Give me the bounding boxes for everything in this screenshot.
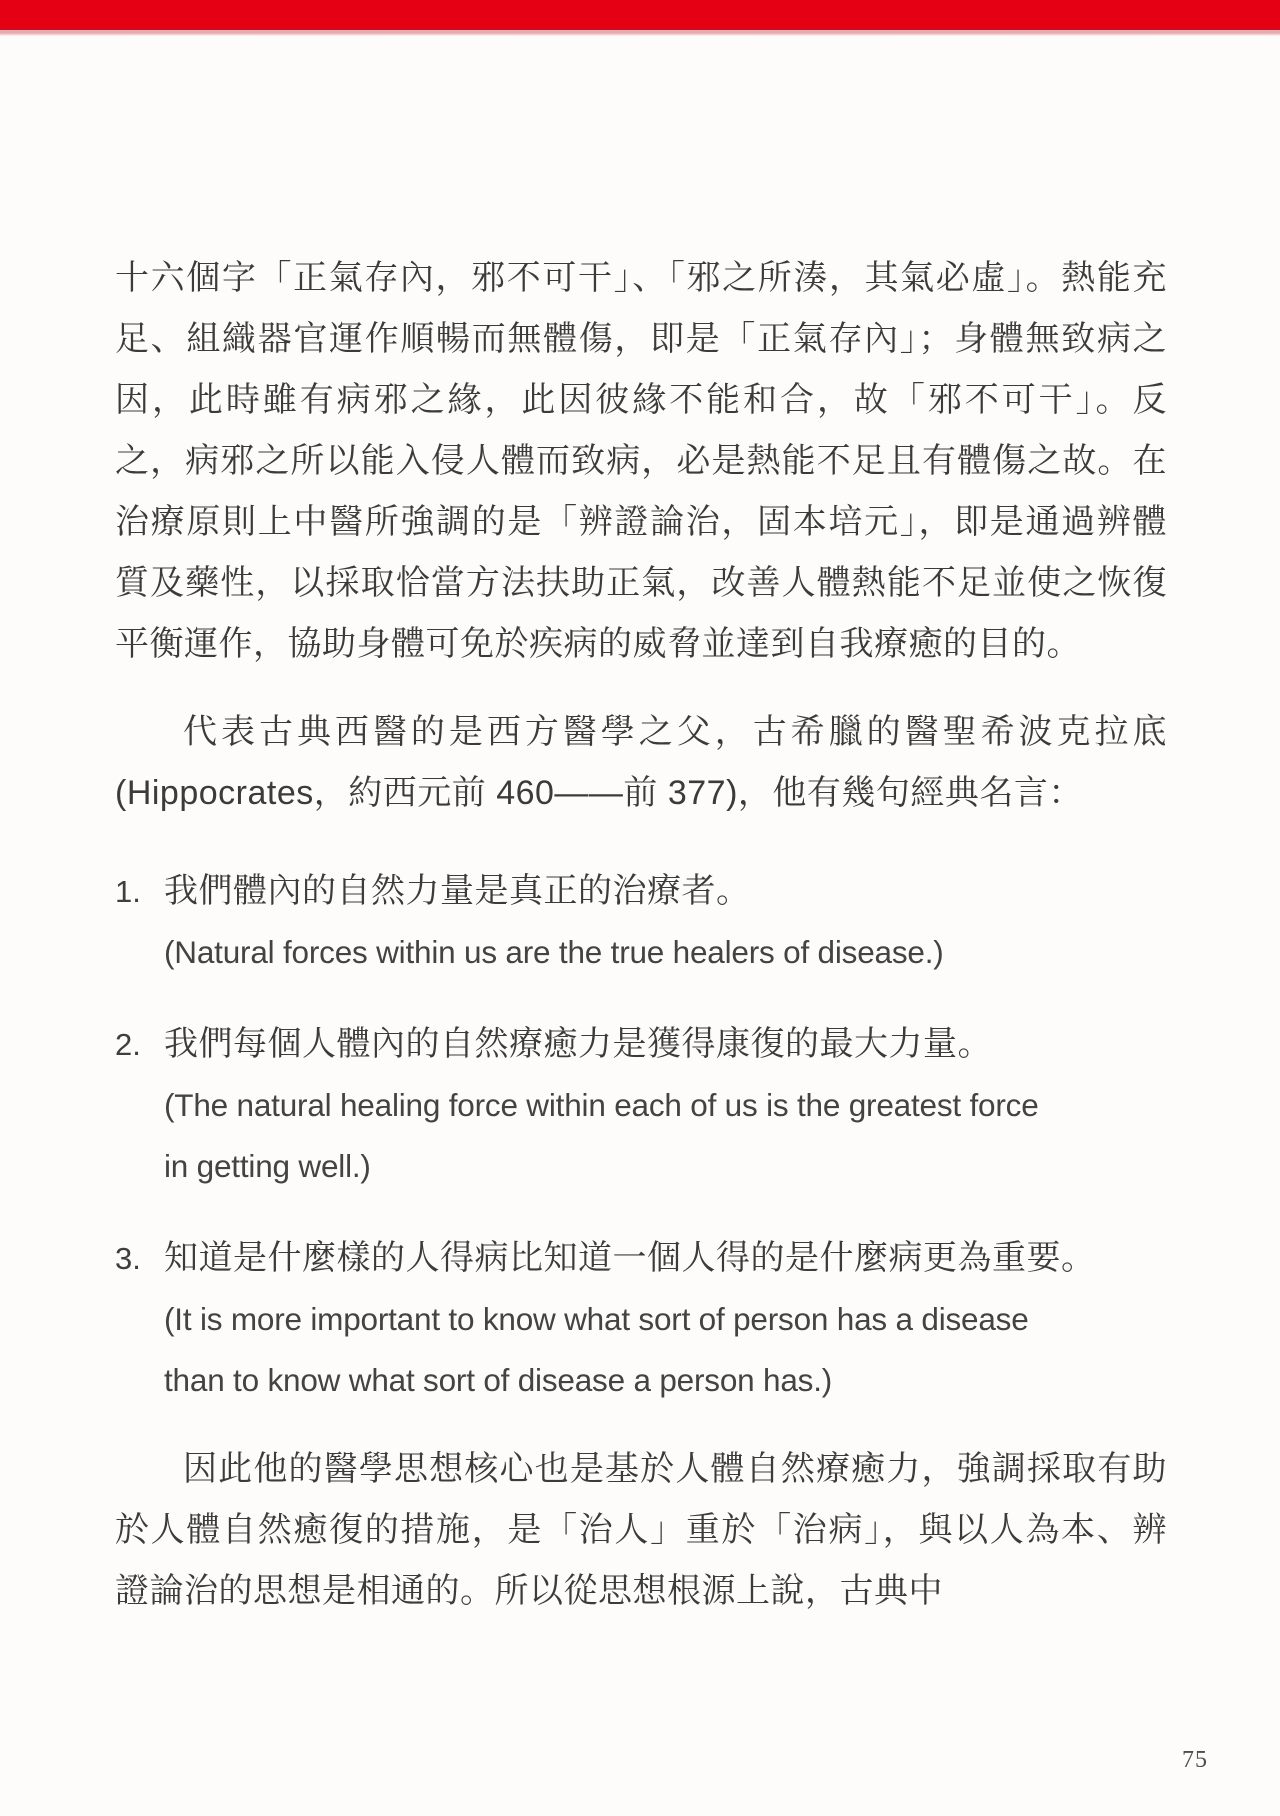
body-paragraph-qi-principle: 十六個字「正氣存內，邪不可干」、「邪之所湊，其氣必虛」。熱能充足、組織器官運作順暢而無體傷，即是「正氣存內」；身體無致病之因，此時雖有病邪之緣，此因彼緣不能和合，故「邪不可干」。反之，病邪之所以能入侵人體而致病，必是熱能不足且有體傷之故。在治療原則上中醫所強調的是「辨證論治，固本培元」，即是通過辨體質及藥性，以採取恰當方法扶助正氣，改善人體熱能不足並使之恢復平衡運作，協助身體可免於疾病的威脅並達到自我療癒的目的。 xyxy=(115,259,1167,663)
list-item xyxy=(115,1228,1167,1411)
quote-english-text: (Natural forces within us are the true healers of disease.) xyxy=(164,934,944,970)
quote-body xyxy=(164,861,1167,983)
quote-chinese-text: 知道是什麼樣的人得病比知道一個人得的是什麼病更為重要。 xyxy=(164,1239,1096,1277)
body-paragraph-hippocrates-intro: 代表古典西醫的是西方醫學之父，古希臘的醫聖希波克拉底 (Hippocrates，約西元前 460——前 377)，他有幾句經典名言： xyxy=(115,713,1167,812)
list-item xyxy=(115,1014,1167,1197)
quote-number: 1. xyxy=(115,874,141,909)
quote-chinese-text: 我們每個人體內的自然療癒力是獲得康復的最大力量。 xyxy=(164,1025,992,1063)
body-paragraph-conclusion: 因此他的醫學思想核心也是基於人體自然療癒力，強調採取有助於人體自然癒復的措施，是「治人」重於「治病」，與以人為本、辨證論治的思想是相通的。所以從思想根源上說，古典中 xyxy=(115,1450,1167,1610)
page-header-accent-bar xyxy=(0,0,1280,36)
hippocrates-quote-list xyxy=(115,861,1167,1411)
quote-body xyxy=(164,1014,1167,1197)
quote-number: 2. xyxy=(115,1027,141,1062)
quote-english-text: (It is more important to know what sort of person has a disease than to know what sort of disease a person has.) xyxy=(164,1301,1029,1398)
quote-chinese-text: 我們體內的自然力量是真正的治療者。 xyxy=(164,872,751,910)
list-item xyxy=(115,861,1167,983)
quote-number: 3. xyxy=(115,1241,141,1276)
quote-body xyxy=(164,1228,1167,1411)
page-number: 75 xyxy=(1182,1747,1208,1773)
quote-english-text: (The natural healing force within each of us is the greatest force in getting well.) xyxy=(164,1087,1039,1184)
book-page-content xyxy=(0,36,1280,1622)
